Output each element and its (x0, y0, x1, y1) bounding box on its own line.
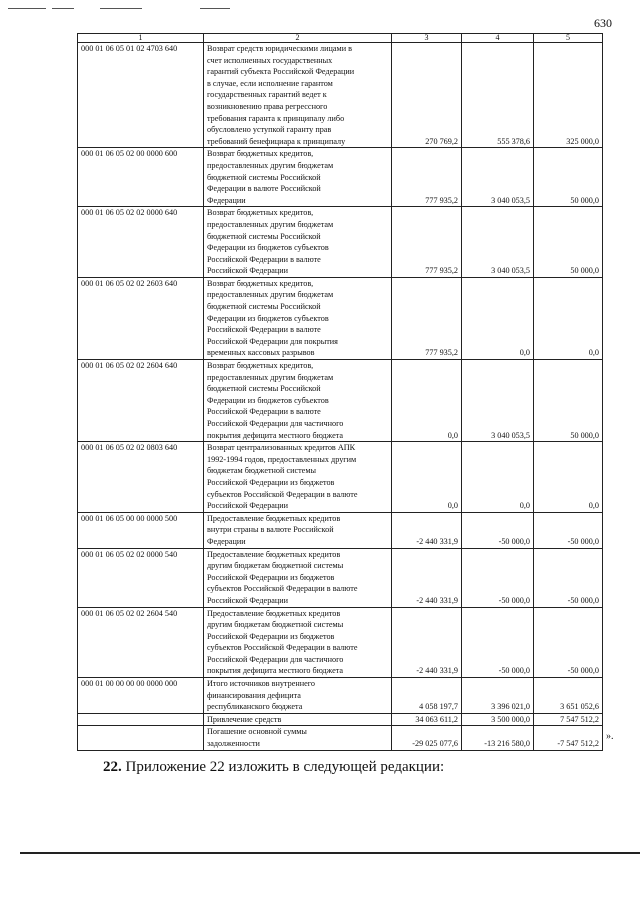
table-row (78, 607, 603, 678)
item-name-cell (204, 442, 392, 513)
table-row (78, 713, 603, 726)
table-header-row (78, 34, 603, 43)
amount-cell-v4: 555 378,6 (462, 43, 534, 148)
item-name-line: республиканского бюджета (207, 702, 303, 712)
column-header: 2 (204, 34, 392, 43)
amount-cell-v5: -50 000,0 (534, 548, 603, 607)
item-name-line: обусловлено уступкой гаранту прав (207, 125, 332, 135)
amount-cell-v4: -50 000,0 (462, 548, 534, 607)
column-header: 4 (462, 34, 534, 43)
item-name-line: возникновению права регрессного (207, 101, 328, 111)
amount-cell-v4: -50 000,0 (462, 512, 534, 548)
budget-code-cell: 000 01 00 00 00 00 0000 000 (78, 678, 204, 714)
item-name-line: бюджетной системы Российской (207, 172, 321, 182)
amount-cell-v3: 0,0 (392, 360, 462, 442)
budget-code-cell (78, 726, 204, 750)
item-name-cell (204, 277, 392, 359)
footer-rule (20, 852, 640, 854)
item-name-line: бюджетной системы Российской (207, 384, 321, 394)
item-name-line: требования гаранта к принципалу либо (207, 113, 345, 123)
item-name-cell (204, 548, 392, 607)
amount-cell-v5: 325 000,0 (534, 43, 603, 148)
item-name-line: Российской Федерации для частичного (207, 654, 344, 664)
budget-code-cell: 000 01 06 05 01 02 4703 640 (78, 43, 204, 148)
item-name-line: Российской Федерации в валюте (207, 407, 321, 417)
budget-code-cell: 000 01 06 05 02 02 2604 640 (78, 360, 204, 442)
amount-cell-v4: 3 040 053,5 (462, 207, 534, 278)
item-name-line: предоставленных другим бюджетам (207, 160, 334, 170)
amount-cell-v4: -13 216 580,0 (462, 726, 534, 750)
amount-cell-v4: 3 396 021,0 (462, 678, 534, 714)
section-heading (103, 759, 444, 776)
table-body (78, 34, 603, 751)
table-row (78, 43, 603, 148)
item-name-line: Федерации из бюджетов субъектов (207, 243, 329, 253)
table-row (78, 548, 603, 607)
budget-code-cell: 000 01 06 05 02 02 0803 640 (78, 442, 204, 513)
item-name-line: государственных гарантий ведет к (207, 90, 327, 100)
item-name-line: Предоставление бюджетных кредитов (207, 549, 341, 559)
item-name-line: задолженности (207, 739, 260, 749)
amount-cell-v5: 50 000,0 (534, 148, 603, 207)
item-name-line: Возврат централизованных кредитов АПК (207, 443, 356, 453)
item-name-cell (204, 726, 392, 750)
amount-cell-v5: -50 000,0 (534, 512, 603, 548)
item-name-line: Российской Федерации (207, 266, 289, 276)
sources-financing-table (77, 33, 603, 751)
item-name-line: временных кассовых разрывов (207, 348, 315, 358)
item-name-line: предоставленных другим бюджетам (207, 219, 334, 229)
item-name-cell (204, 678, 392, 714)
item-name-line: Федерации (207, 195, 246, 205)
amount-cell-v5: -7 547 512,2 (534, 726, 603, 750)
section-number: 22. (103, 759, 122, 775)
item-name-line: Российской Федерации в валюте (207, 325, 321, 335)
item-name-line: Возврат бюджетных кредитов, (207, 361, 314, 371)
amount-cell-v3: -29 025 077,6 (392, 726, 462, 750)
item-name-line: предоставленных другим бюджетам (207, 372, 334, 382)
item-name-line: покрытия дефицита местного бюджета (207, 666, 344, 676)
budget-code-cell: 000 01 06 05 02 02 2604 540 (78, 607, 204, 678)
scan-artifact-line (8, 8, 46, 9)
closing-quote: ». (606, 731, 614, 742)
amount-cell-v4: 3 040 053,5 (462, 148, 534, 207)
table-row (78, 726, 603, 750)
table-row (78, 360, 603, 442)
budget-code-cell: 000 01 06 05 02 02 0000 640 (78, 207, 204, 278)
column-header: 3 (392, 34, 462, 43)
item-name-line: в случае, если исполнение гарантом (207, 78, 333, 88)
budget-code-cell (78, 713, 204, 726)
item-name-cell (204, 713, 392, 726)
item-name-line: Возврат бюджетных кредитов, (207, 208, 314, 218)
table-row (78, 148, 603, 207)
item-name-cell (204, 43, 392, 148)
item-name-line: Российской Федерации (207, 595, 289, 605)
amount-cell-v3: 270 769,2 (392, 43, 462, 148)
budget-code-cell: 000 01 06 05 02 00 0000 600 (78, 148, 204, 207)
column-header: 5 (534, 34, 603, 43)
amount-cell-v3: 4 058 197,7 (392, 678, 462, 714)
amount-cell-v5: 50 000,0 (534, 207, 603, 278)
item-name-line: бюджетной системы Российской (207, 302, 321, 312)
item-name-line: финансирования дефицита (207, 690, 301, 700)
item-name-line: Погашение основной суммы (207, 727, 307, 737)
amount-cell-v5: 7 547 512,2 (534, 713, 603, 726)
item-name-line: счет исполненных государственных (207, 55, 333, 65)
column-header: 1 (78, 34, 204, 43)
amount-cell-v5: -50 000,0 (534, 607, 603, 678)
amount-cell-v4: 0,0 (462, 277, 534, 359)
item-name-line: Российской Федерации из бюджетов (207, 572, 335, 582)
item-name-line: предоставленных другим бюджетам (207, 290, 334, 300)
item-name-line: Предоставление бюджетных кредитов (207, 608, 341, 618)
item-name-line: Федерации из бюджетов субъектов (207, 313, 329, 323)
scan-artifact-line (100, 8, 142, 9)
item-name-line: Итого источников внутреннего (207, 679, 315, 689)
scan-artifact-line (52, 8, 74, 9)
amount-cell-v5: 0,0 (534, 442, 603, 513)
amount-cell-v4: 3 500 000,0 (462, 713, 534, 726)
item-name-line: субъектов Российской Федерации в валюте (207, 584, 358, 594)
item-name-line: Российской Федерации для частичного (207, 419, 344, 428)
item-name-line: Возврат бюджетных кредитов, (207, 278, 314, 288)
item-name-line: внутри страны в валюте Российской (207, 525, 334, 535)
item-name-line: Федерации в валюте Российской (207, 184, 321, 194)
item-name-line: Российской Федерации в валюте (207, 254, 321, 264)
item-name-line: другим бюджетам бюджетной системы (207, 620, 344, 630)
amount-cell-v3: -2 440 331,9 (392, 548, 462, 607)
item-name-line: другим бюджетам бюджетной системы (207, 561, 344, 571)
table-row (78, 277, 603, 359)
amount-cell-v3: 777 935,2 (392, 207, 462, 278)
item-name-line: субъектов Российской Федерации в валюте (207, 489, 358, 499)
item-name-line: Предоставление бюджетных кредитов (207, 513, 341, 523)
amount-cell-v4: 0,0 (462, 442, 534, 513)
item-name-line: гарантий субъекта Российской Федерации (207, 67, 355, 77)
item-name-line: Возврат средств юридическими лицами в (207, 44, 352, 53)
amount-cell-v4: -50 000,0 (462, 607, 534, 678)
item-name-line: требований бенефициара к принципалу (207, 136, 346, 146)
budget-code-cell: 000 01 06 05 02 02 0000 540 (78, 548, 204, 607)
item-name-line: Федерации из бюджетов субъектов (207, 395, 329, 405)
item-name-cell (204, 207, 392, 278)
amount-cell-v3: -2 440 331,9 (392, 607, 462, 678)
item-name-line: Возврат бюджетных кредитов, (207, 149, 314, 159)
page-number: 630 (594, 16, 612, 30)
item-name-cell (204, 512, 392, 548)
amount-cell-v3: 777 935,2 (392, 148, 462, 207)
budget-code-cell: 000 01 06 05 02 02 2603 640 (78, 277, 204, 359)
table-row (78, 512, 603, 548)
item-name-cell (204, 607, 392, 678)
amount-cell-v5: 50 000,0 (534, 360, 603, 442)
table-row (78, 442, 603, 513)
amount-cell-v5: 0,0 (534, 277, 603, 359)
item-name-line: бюджетной системы Российской (207, 231, 321, 241)
amount-cell-v3: 34 063 611,2 (392, 713, 462, 726)
amount-cell-v3: 0,0 (392, 442, 462, 513)
item-name-line: Российской Федерации для покрытия (207, 336, 338, 346)
item-name-cell (204, 360, 392, 442)
item-name-cell (204, 148, 392, 207)
amount-cell-v3: -2 440 331,9 (392, 512, 462, 548)
item-name-line: Привлечение средств (207, 714, 282, 724)
item-name-line: бюджетам бюджетной системы (207, 466, 316, 476)
item-name-line: 1992-1994 годов, предоставленных другим (207, 454, 357, 464)
item-name-line: Российской Федерации из бюджетов (207, 631, 335, 641)
item-name-line: Российской Федерации (207, 501, 289, 511)
item-name-line: субъектов Российской Федерации в валюте (207, 643, 358, 653)
amount-cell-v5: 3 651 052,6 (534, 678, 603, 714)
table-row (78, 678, 603, 714)
item-name-line: Российской Федерации из бюджетов (207, 477, 335, 487)
item-name-line: Федерации (207, 536, 246, 546)
scan-artifact-line (200, 8, 230, 9)
budget-code-cell: 000 01 06 05 00 00 0000 500 (78, 512, 204, 548)
table-row (78, 207, 603, 278)
amount-cell-v4: 3 040 053,5 (462, 360, 534, 442)
item-name-line: покрытия дефицита местного бюджета (207, 430, 344, 440)
amount-cell-v3: 777 935,2 (392, 277, 462, 359)
section-text: Приложение 22 изложить в следующей редакции: (121, 759, 445, 775)
